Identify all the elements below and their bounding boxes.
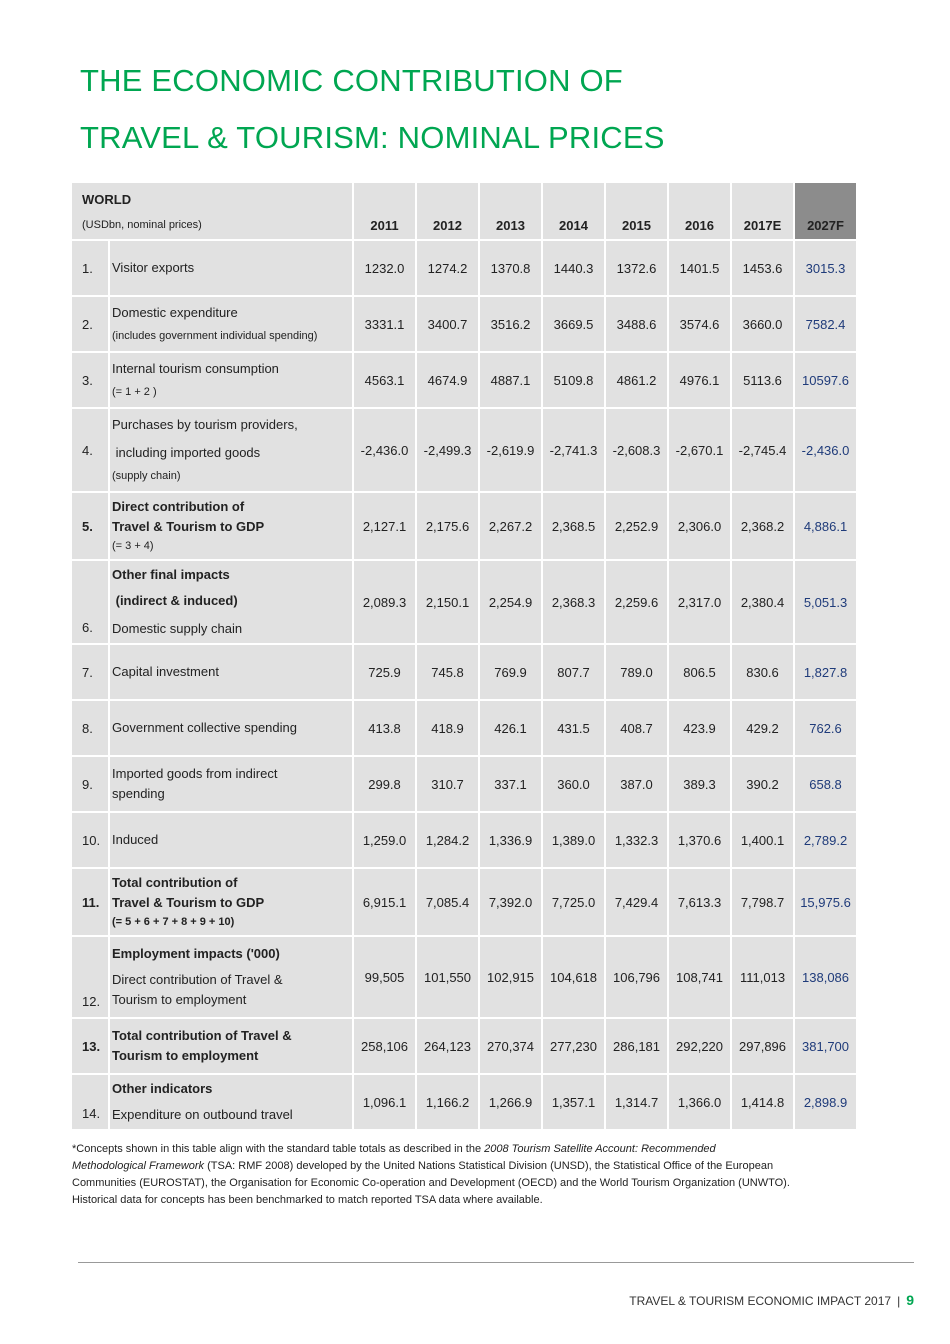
value-cell: 1,357.1 [543,1075,604,1129]
page-title [80,52,665,166]
value-cell: 413.8 [354,701,415,755]
value-cell: 7,085.4 [417,869,478,935]
value-cell: 111,013 [732,937,793,1017]
value-cell: 5113.6 [732,353,793,407]
value-cell: 830.6 [732,645,793,699]
row-number: 1. [72,241,108,295]
row-label-line: Travel & Tourism to GDP [112,519,265,534]
footnote-benchmark: Historical data for concepts has been benchmarked to match reported TSA data where available. [72,1194,543,1206]
value-cell: 2,175.6 [417,493,478,559]
value-cell: 286,181 [606,1019,667,1073]
value-cell: 1,366.0 [669,1075,730,1129]
row-label-line: Induced [112,832,159,847]
year-header: 2013 [480,183,541,239]
value-cell: 1,314.7 [606,1075,667,1129]
section-subheading: (indirect & induced) [112,593,238,608]
row-number: 9. [72,757,108,811]
row-label-line: Tourism to employment [112,1048,259,1063]
table-row [72,869,856,935]
year-header: 2012 [417,183,478,239]
row-label [110,937,352,1017]
units-label: (USDbn, nominal prices) [82,219,202,231]
forecast-value-cell: 3015.3 [795,241,856,295]
row-number: 4. [72,409,108,491]
row-label-line: spending [112,786,165,801]
value-cell: 807.7 [543,645,604,699]
year-header: 2011 [354,183,415,239]
table-row [72,1019,856,1073]
table-row [72,297,856,351]
value-cell: 1401.5 [669,241,730,295]
row-label-line: Visitor exports [112,260,195,275]
section-heading: Other indicators [112,1081,213,1096]
value-cell: 3660.0 [732,297,793,351]
footer-divider [78,1262,914,1263]
row-label-line: including imported goods [112,445,261,460]
row-label [110,353,352,407]
value-cell: 5109.8 [543,353,604,407]
row-label-line: Total contribution of Travel & [112,1028,292,1043]
table-header-row [72,183,856,239]
row-label-line: Tourism to employment [112,992,247,1007]
value-cell: 3400.7 [417,297,478,351]
forecast-value-cell: 2,898.9 [795,1075,856,1129]
row-label [110,1075,352,1129]
section-heading: Employment impacts ('000) [112,946,280,961]
row-number: 14. [72,1075,108,1129]
row-label-line: Government collective spending [112,720,297,735]
value-cell: 2,150.1 [417,561,478,643]
forecast-value-cell: 7582.4 [795,297,856,351]
economic-contribution-table [70,181,858,1131]
forecast-value-cell: 10597.6 [795,353,856,407]
row-formula-note: (= 1 + 2 ) [112,386,157,398]
value-cell: 1,166.2 [417,1075,478,1129]
value-cell: 3331.1 [354,297,415,351]
value-cell: 264,123 [417,1019,478,1073]
row-label-line: Imported goods from indirect [112,766,278,781]
value-cell: 360.0 [543,757,604,811]
value-cell: 2,254.9 [480,561,541,643]
value-cell: 310.7 [417,757,478,811]
value-cell: 2,267.2 [480,493,541,559]
value-cell: 4976.1 [669,353,730,407]
value-cell: 1232.0 [354,241,415,295]
page-footer [629,1292,914,1308]
value-cell: 270,374 [480,1019,541,1073]
value-cell: 3488.6 [606,297,667,351]
value-cell: 1370.8 [480,241,541,295]
row-label-line: Total contribution of [112,875,238,890]
value-cell: 2,259.6 [606,561,667,643]
row-formula-note: (includes government individual spending) [112,330,318,342]
row-label-line: Expenditure on outbound travel [112,1107,293,1122]
year-header: 2017E [732,183,793,239]
value-cell: 277,230 [543,1019,604,1073]
table-row [72,561,856,643]
value-cell: 2,368.3 [543,561,604,643]
value-cell: 390.2 [732,757,793,811]
forecast-value-cell: -2,436.0 [795,409,856,491]
row-number: 6. [72,561,108,643]
value-cell: 7,392.0 [480,869,541,935]
value-cell: -2,436.0 [354,409,415,491]
row-label [110,409,352,491]
value-cell: 7,725.0 [543,869,604,935]
row-label [110,561,352,643]
forecast-value-cell: 15,975.6 [795,869,856,935]
forecast-year-header: 2027F [795,183,856,239]
table-row [72,241,856,295]
row-label [110,813,352,867]
value-cell: 1,400.1 [732,813,793,867]
year-header: 2014 [543,183,604,239]
value-cell: 1,332.3 [606,813,667,867]
value-cell: 2,127.1 [354,493,415,559]
row-number: 3. [72,353,108,407]
value-cell: 745.8 [417,645,478,699]
table-row [72,1075,856,1129]
value-cell: 297,896 [732,1019,793,1073]
row-label [110,701,352,755]
value-cell: 769.9 [480,645,541,699]
value-cell: 2,089.3 [354,561,415,643]
value-cell: 725.9 [354,645,415,699]
value-cell: 1453.6 [732,241,793,295]
value-cell: 1,414.8 [732,1075,793,1129]
value-cell: 299.8 [354,757,415,811]
row-formula-note: (= 5 + 6 + 7 + 8 + 9 + 10) [112,916,235,928]
value-cell: 7,613.3 [669,869,730,935]
value-cell: 1,389.0 [543,813,604,867]
row-label [110,757,352,811]
value-cell: 429.2 [732,701,793,755]
value-cell: 1,096.1 [354,1075,415,1129]
value-cell: 106,796 [606,937,667,1017]
table-row [72,757,856,811]
forecast-value-cell: 5,051.3 [795,561,856,643]
value-cell: 2,368.2 [732,493,793,559]
row-number: 5. [72,493,108,559]
footnote-framework-title: 2008 Tourism Satellite Account: Recommended Methodological Framework [72,1143,716,1172]
value-cell: 99,505 [354,937,415,1017]
year-header: 2015 [606,183,667,239]
value-cell: 7,798.7 [732,869,793,935]
row-label-line: Purchases by tourism providers, [112,417,298,432]
value-cell: -2,608.3 [606,409,667,491]
section-heading: Other final impacts [112,567,230,582]
page-title-line-2: TRAVEL & TOURISM: NOMINAL PRICES [80,120,665,155]
value-cell: 806.5 [669,645,730,699]
value-cell: 6,915.1 [354,869,415,935]
value-cell: 431.5 [543,701,604,755]
table-body [72,241,856,1129]
forecast-value-cell: 2,789.2 [795,813,856,867]
value-cell: 3574.6 [669,297,730,351]
forecast-value-cell: 1,827.8 [795,645,856,699]
value-cell: 1,266.9 [480,1075,541,1129]
value-cell: 258,106 [354,1019,415,1073]
value-cell: -2,741.3 [543,409,604,491]
value-cell: 789.0 [606,645,667,699]
footnote-text-a: *Concepts shown in this table align with the standard table totals as described in the [72,1143,485,1155]
table-header-label [72,183,352,239]
value-cell: 1440.3 [543,241,604,295]
row-number: 10. [72,813,108,867]
row-formula-note: (supply chain) [112,470,181,482]
value-cell: 2,317.0 [669,561,730,643]
row-number: 2. [72,297,108,351]
row-label-line: Direct contribution of Travel & [112,972,283,987]
row-number: 8. [72,701,108,755]
row-label-line: Domestic expenditure [112,305,238,320]
row-label [110,241,352,295]
value-cell: 3669.5 [543,297,604,351]
value-cell: 102,915 [480,937,541,1017]
row-number: 11. [72,869,108,935]
value-cell: 2,380.4 [732,561,793,643]
value-cell: 2,368.5 [543,493,604,559]
value-cell: 1274.2 [417,241,478,295]
value-cell: 1,259.0 [354,813,415,867]
value-cell: 1,370.6 [669,813,730,867]
value-cell: 4887.1 [480,353,541,407]
forecast-value-cell: 658.8 [795,757,856,811]
value-cell: 408.7 [606,701,667,755]
value-cell: -2,670.1 [669,409,730,491]
value-cell: 104,618 [543,937,604,1017]
page-title-line-1: THE ECONOMIC CONTRIBUTION OF [80,63,623,98]
value-cell: 1,284.2 [417,813,478,867]
page-number: 9 [906,1292,914,1308]
table-row [72,493,856,559]
value-cell: 1372.6 [606,241,667,295]
value-cell: 418.9 [417,701,478,755]
value-cell: 101,550 [417,937,478,1017]
value-cell: 2,306.0 [669,493,730,559]
forecast-value-cell: 138,086 [795,937,856,1017]
region-label: WORLD [82,192,132,207]
row-number: 13. [72,1019,108,1073]
table-row [72,645,856,699]
value-cell: -2,745.4 [732,409,793,491]
row-label [110,297,352,351]
value-cell: 4563.1 [354,353,415,407]
forecast-value-cell: 381,700 [795,1019,856,1073]
table-row [72,937,856,1017]
row-label-line: Direct contribution of [112,499,245,514]
table-row [72,813,856,867]
table-row [72,409,856,491]
value-cell: 337.1 [480,757,541,811]
value-cell: 389.3 [669,757,730,811]
footer-separator: | [897,1294,901,1308]
row-number: 7. [72,645,108,699]
value-cell: 292,220 [669,1019,730,1073]
row-label [110,869,352,935]
value-cell: -2,499.3 [417,409,478,491]
value-cell: 4674.9 [417,353,478,407]
row-label-line: Travel & Tourism to GDP [112,895,265,910]
row-label-line: Capital investment [112,664,219,679]
row-label [110,645,352,699]
footnote-text-b: (TSA: RMF 2008) developed by the United Nations Statistical Division (UNSD), the Statistical Office of the European Communities (EUROSTAT), the Organisation for Economic Co-operation and Development (OECD) and the World Tourism Organization (UNWTO). [72,1160,790,1189]
footnotes [72,1141,792,1209]
row-label [110,493,352,559]
value-cell: 2,252.9 [606,493,667,559]
footer-text: TRAVEL & TOURISM ECONOMIC IMPACT 2017 [629,1294,892,1308]
year-header: 2016 [669,183,730,239]
forecast-value-cell: 762.6 [795,701,856,755]
row-label-line: Internal tourism consumption [112,361,279,376]
value-cell: 387.0 [606,757,667,811]
forecast-value-cell: 4,886.1 [795,493,856,559]
table-row [72,353,856,407]
row-number: 12. [72,937,108,1017]
value-cell: 108,741 [669,937,730,1017]
value-cell: 3516.2 [480,297,541,351]
footnote-concepts [72,1141,792,1192]
row-label [110,1019,352,1073]
row-label-line: Domestic supply chain [112,621,243,636]
value-cell: -2,619.9 [480,409,541,491]
row-formula-note: (= 3 + 4) [112,540,154,552]
value-cell: 7,429.4 [606,869,667,935]
value-cell: 426.1 [480,701,541,755]
value-cell: 423.9 [669,701,730,755]
value-cell: 1,336.9 [480,813,541,867]
value-cell: 4861.2 [606,353,667,407]
table-row [72,701,856,755]
